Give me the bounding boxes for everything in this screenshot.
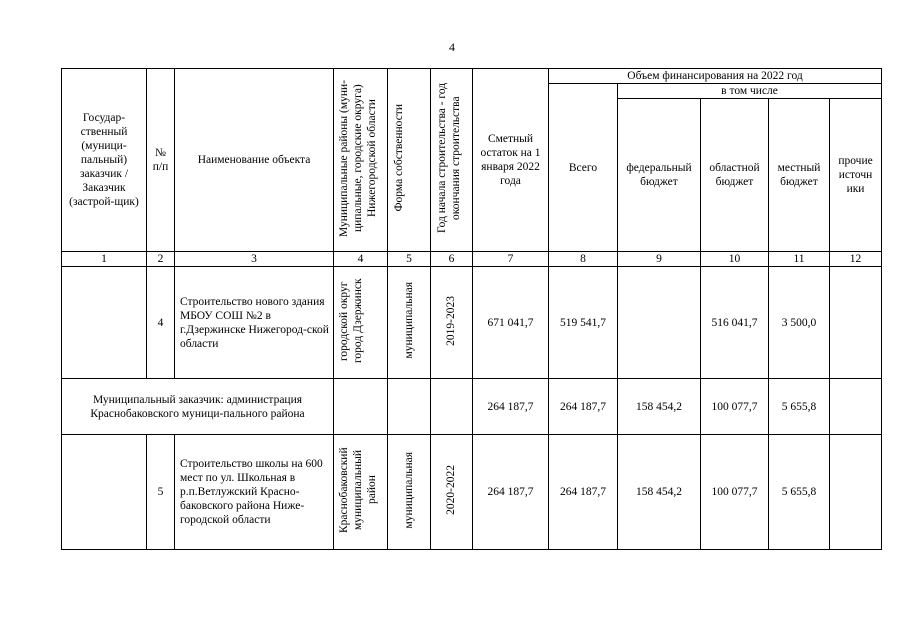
- column-number: 1: [62, 252, 147, 267]
- column-number: 9: [618, 252, 701, 267]
- cell-estimate: 264 187,7: [473, 435, 549, 550]
- header-num: № п/п: [147, 69, 175, 252]
- cell-regional: 100 077,7: [701, 379, 769, 435]
- column-number: 8: [549, 252, 618, 267]
- cell-other: [830, 435, 882, 550]
- header-regional: областной бюджет: [701, 99, 769, 252]
- cell-local: 3 500,0: [769, 267, 830, 379]
- table-row-object-4: [62, 267, 882, 379]
- cell-local: 5 655,8: [769, 435, 830, 550]
- cell-ownership: муниципальная: [388, 267, 431, 379]
- header-financing: Объем финансирования на 2022 год: [549, 69, 882, 84]
- cell-years: [431, 379, 473, 435]
- cell-district: городской округ город Дзержинск: [334, 267, 388, 379]
- header-total: Всего: [549, 84, 618, 252]
- column-number: 11: [769, 252, 830, 267]
- cell-federal: 158 454,2: [618, 379, 701, 435]
- header-ownership: Форма собственности: [388, 69, 431, 252]
- cell-district: Краснобаковский муниципальный район: [334, 435, 388, 550]
- column-number: 6: [431, 252, 473, 267]
- financing-table: [61, 68, 882, 550]
- cell-object-name: Строительство школы на 600 мест по ул. Школьная в р.п.Ветлужский Красно-баковского района Нижe-городской области: [175, 435, 334, 550]
- cell-estimate: 671 041,7: [473, 267, 549, 379]
- cell-total: 264 187,7: [549, 379, 618, 435]
- cell-customer-label: Муниципальный заказчик: администрация Краснобаковского муници-пального района: [62, 379, 334, 435]
- header-local: местный бюджет: [769, 99, 830, 252]
- cell-other: [830, 379, 882, 435]
- cell-total: 519 541,7: [549, 267, 618, 379]
- column-number: 7: [473, 252, 549, 267]
- header-including: в том числе: [618, 84, 882, 99]
- cell-other: [830, 267, 882, 379]
- cell-district: [334, 379, 388, 435]
- header-object-name: Наименование объекта: [175, 69, 334, 252]
- cell-federal: 158 454,2: [618, 435, 701, 550]
- cell-federal: [618, 267, 701, 379]
- table-row-customer: [62, 379, 882, 435]
- cell-local: 5 655,8: [769, 379, 830, 435]
- header-federal: федеральный бюджет: [618, 99, 701, 252]
- cell-customer: [62, 267, 147, 379]
- cell-regional: 516 041,7: [701, 267, 769, 379]
- cell-years: 2020-2022: [431, 435, 473, 550]
- header-other: прочие источн ики: [830, 99, 882, 252]
- cell-total: 264 187,7: [549, 435, 618, 550]
- cell-regional: 100 077,7: [701, 435, 769, 550]
- column-number: 2: [147, 252, 175, 267]
- header-years: Год начала строительства - год окончания строительства: [431, 69, 473, 252]
- column-number: 3: [175, 252, 334, 267]
- header-district: Муниципальные районы (муни-ципальные, городские округа) Нижегородской области: [334, 69, 388, 252]
- column-number: 5: [388, 252, 431, 267]
- column-numbers-row: [62, 252, 882, 267]
- header-estimate: Сметный остаток на 1 января 2022 года: [473, 69, 549, 252]
- cell-ownership: [388, 379, 431, 435]
- cell-object-name: Строительство нового здания МБОУ СОШ №2 в г.Дзержинске Нижегород-ской области: [175, 267, 334, 379]
- column-number: 4: [334, 252, 388, 267]
- table-row-object-5: [62, 435, 882, 550]
- cell-ownership: муниципальная: [388, 435, 431, 550]
- cell-years: 2019-2023: [431, 267, 473, 379]
- column-number: 12: [830, 252, 882, 267]
- cell-num: 5: [147, 435, 175, 550]
- cell-customer: [62, 435, 147, 550]
- page-number: 4: [449, 40, 455, 54]
- column-number: 10: [701, 252, 769, 267]
- cell-num: 4: [147, 267, 175, 379]
- cell-estimate: 264 187,7: [473, 379, 549, 435]
- header-customer: Государ-ственный (муници-пальный) заказчик / Заказчик (застрой-щик): [62, 69, 147, 252]
